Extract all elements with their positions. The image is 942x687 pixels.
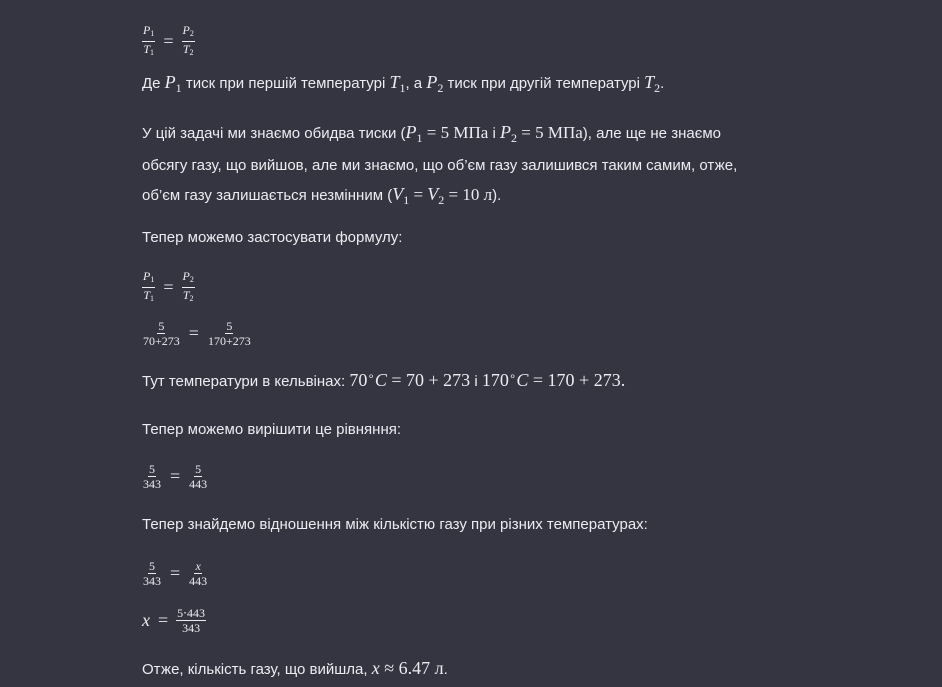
- fraction-p2-t2: $\frac{P_2}{T_2}$: [182, 269, 194, 303]
- conclusion-paragraph: Отже, кількість газу, що вийшла, x ≈ 6.47 л.: [142, 658, 448, 678]
- proportion-formula: $\frac{5}{343}$ = $\frac{x}{443}$: [143, 559, 208, 588]
- ratio-formula: $\frac{P_1}{T_1}$ = $\frac{P_2}{T_2}$: [143, 23, 194, 57]
- fraction-p2-t2: $\frac{P_2}{T_2}$: [182, 23, 194, 57]
- simplified-formula: $\frac{5}{343}$ = $\frac{5}{443}$: [143, 462, 208, 491]
- definition-paragraph: Де $P_1$ тиск при першій температурі $T_1$, а $P_2$ тиск при другій температурі $T_2$.: [142, 72, 665, 95]
- fraction-right: $\frac{5}{170+273}$: [207, 319, 251, 348]
- fraction-p1-t1: $\frac{P_1}{T_1}$: [143, 269, 155, 303]
- ratio-text: Тепер знайдемо відношення між кількістю газу при різних температурах:: [142, 516, 648, 533]
- fraction-p1-t1: $\frac{P_1}{T_1}$: [143, 23, 155, 57]
- given-data-paragraph: У цій задачі ми знаємо обидва тиски ($P_1 = 5$ МПа і $P_2 = 5$ МПа), але ще не знаємо обсягу газу, що вийшов, але ми знаємо, що об’єм газу залишився таким самим, отже, об’єм газу залишається незмінним ($V_1 = V_2 = 10$ л).: [142, 122, 738, 207]
- fraction-left: $\frac{5}{343}$: [143, 559, 161, 588]
- fraction-left: $\frac{5}{343}$: [143, 462, 161, 491]
- fraction-result: $\frac{5\cdot 443}{343}$: [177, 606, 205, 635]
- solve-equation-text: Тепер можемо вирішити це рівняння:: [142, 421, 402, 438]
- fraction-right: $\frac{5}{443}$: [189, 462, 208, 491]
- fraction-right: $\frac{x}{443}$: [189, 559, 208, 588]
- apply-formula-text: Тепер можемо застосувати формулу:: [142, 229, 403, 246]
- fraction-left: $\frac{5}{70+273}$: [143, 319, 180, 348]
- ratio-formula-repeat: $\frac{P_1}{T_1}$ = $\frac{P_2}{T_2}$: [143, 269, 194, 303]
- substituted-formula: $\frac{5}{70+273}$ = $\frac{5}{170+273}$: [143, 319, 251, 348]
- solution-formula: x = $\frac{5\cdot 443}{343}$: [142, 606, 205, 635]
- kelvin-paragraph: Тут температури в кельвінах: 70∘C = 70 + 273 і 170∘C = 170 + 273.: [142, 369, 626, 390]
